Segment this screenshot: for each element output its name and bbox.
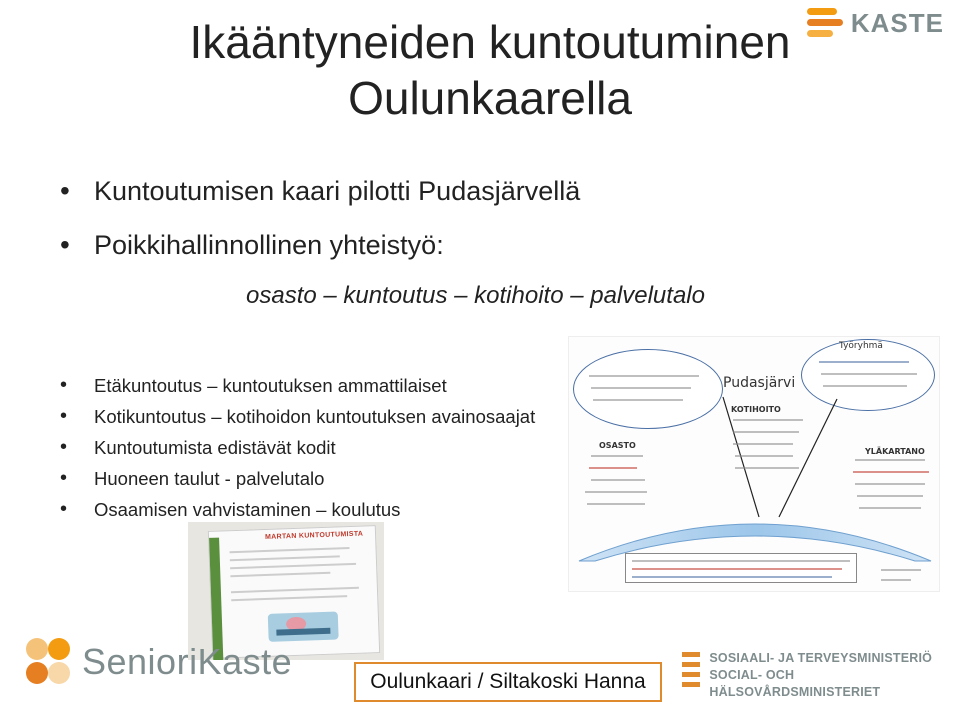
author-box <box>354 662 662 702</box>
slide-title <box>150 14 830 126</box>
main-bullet-list <box>60 164 580 272</box>
diagram-heading-right: Työryhmä <box>839 341 883 351</box>
diagram-bottom-box <box>625 553 857 583</box>
ministry-name-sv: SOCIAL- OCH HÄLSOVÅRDSMINISTERIET <box>709 668 881 699</box>
seniorikaste-logo-icon <box>22 636 74 688</box>
detail-bullet-item: • Kotikuntoutus – kotihoidon kuntoutuksen avainosaajat <box>60 401 535 432</box>
detail-bullet-item: • Etäkuntoutus – kuntoutuksen ammattilaiset <box>60 370 535 401</box>
rehabilitation-arc-diagram <box>568 336 940 592</box>
slide-title-line2: Oulunkaarella <box>348 72 632 124</box>
detail-bullet-list <box>60 370 535 525</box>
diagram-heading-center: Pudasjärvi <box>723 375 796 391</box>
ministry-logo-icon <box>682 650 699 694</box>
main-bullet-item: • Poikkihallinnollinen yhteistyö: <box>60 218 580 272</box>
ministry-name <box>709 650 960 701</box>
photo-header: MARTAN KUNTOUTUMISTA <box>264 530 364 541</box>
collaboration-line: osasto – kuntoutus – kotihoito – palvelutalo <box>246 282 705 309</box>
kaste-logo-text: KASTE <box>850 7 944 38</box>
seniorikaste-logo <box>22 636 292 688</box>
ministry-logo <box>682 650 960 701</box>
main-bullet-item: • Kuntoutumisen kaari pilotti Pudasjärvellä <box>60 164 580 218</box>
diagram-label-right: YLÄKARTANO <box>865 447 925 456</box>
detail-bullet-item: • Osaamisen vahvistaminen – koulutus <box>60 494 535 525</box>
diagram-label-left: OSASTO <box>599 441 636 450</box>
slide-title-line1: Ikääntyneiden kuntoutuminen <box>189 16 791 68</box>
ministry-name-fi: SOSIAALI- JA TERVEYSMINISTERIÖ <box>709 651 933 665</box>
detail-bullet-item: • Kuntoutumista edistävät kodit <box>60 432 535 463</box>
author-text: Oulunkaari / Siltakoski Hanna <box>370 670 646 693</box>
detail-bullet-item: • Huoneen taulut - palvelutalo <box>60 463 535 494</box>
diagram-label-center: KOTIHOITO <box>731 405 781 414</box>
seniorikaste-logo-text: SenioriKaste <box>82 641 293 682</box>
